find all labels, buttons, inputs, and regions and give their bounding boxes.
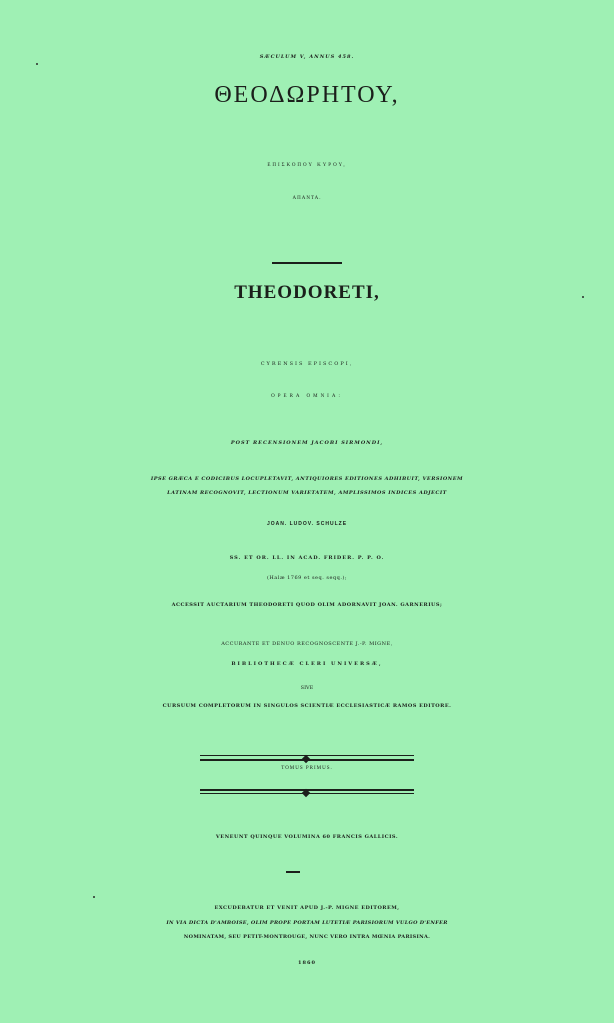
ornamental-rule-top: [200, 753, 414, 765]
saeculum-line: SÆCULUM V, ANNUS 458.: [259, 54, 355, 60]
cursuum-line: CURSUUM COMPLETORUM IN SINGULOS SCIENTIÆ ECCLESIASTICÆ RAMOS EDITORE.: [162, 703, 452, 709]
imprint-line-3: NOMINATAM, SEU PETIT-MONTROUGE, NUNC VERO INTRA MŒNIA PARISINA.: [183, 934, 431, 940]
editor-credentials: SS. ET OR. LL. IN ACAD. FRIDER. P. P. O.: [229, 555, 385, 561]
imprint-line-1: EXCUDEBATUR ET VENIT APUD J.-P. MIGNE EDITOREM,: [214, 905, 400, 911]
short-dash: [286, 871, 300, 873]
latin-author-heading: THEODORETI,: [234, 282, 380, 303]
ornamental-rule-bottom: [200, 787, 414, 799]
publication-note: (Halæ 1769 et seq. seqq.);: [266, 575, 348, 581]
recension-line: POST RECENSIONEM JACOBI SIRMONDI,: [230, 440, 384, 446]
bibliothecae-line: BIBLIOTHECÆ CLERI UNIVERSÆ,: [231, 661, 383, 667]
greek-author-heading: ΘΕΟΔΩΡΗΤΟΥ,: [214, 82, 400, 108]
description-line-1: IPSE GRÆCA E CODICIBUS LOCUPLETAVIT, ANTIQUIORES EDITIONES ADHIBUIT, VERSIONEM: [150, 476, 464, 482]
opera-omnia-heading: OPERA OMNIA:: [271, 394, 343, 399]
description-line-2: LATINAM RECOGNOVIT, LECTIONUM VARIETATEM, AMPLISSIMOS INDICES ADJECIT: [167, 490, 447, 496]
price-line: VENEUNT QUINQUE VOLUMINA 60 FRANCIS GALLICIS.: [215, 834, 399, 840]
greek-subtitle: ΕΠΙΣΚΟΠΟΥ ΚΥΡΟΥ,: [267, 163, 347, 168]
greek-works-heading: ΑΠΑΝΤΑ.: [292, 196, 322, 201]
auctarium-line: ACCESSIT AUCTARIUM THEODORETI QUOD OLIM ADORNAVIT JOAN. GARNERIUS;: [171, 602, 443, 608]
scan-speck: [582, 296, 584, 298]
latin-subtitle: CYRENSIS EPISCOPI,: [260, 361, 354, 367]
imprint-line-2: IN VIA DICTA D'AMBOISE, OLIM PROPE PORTAM LUTETIÆ PARISIORUM VULGO D'ENFER: [166, 920, 448, 926]
divider-rule: [272, 262, 342, 264]
scan-speck: [36, 63, 38, 65]
scan-speck: [93, 896, 95, 898]
sive-line: SIVE: [300, 685, 314, 691]
accurante-line: ACCURANTE ET DENUO RECOGNOSCENTE J.-P. MIGNE,: [221, 641, 393, 647]
editor-name: JOAN. LUDOV. SCHULZE: [266, 521, 348, 527]
volume-label: TOMUS PRIMUS.: [281, 766, 333, 771]
publication-year: 1860: [298, 960, 316, 966]
